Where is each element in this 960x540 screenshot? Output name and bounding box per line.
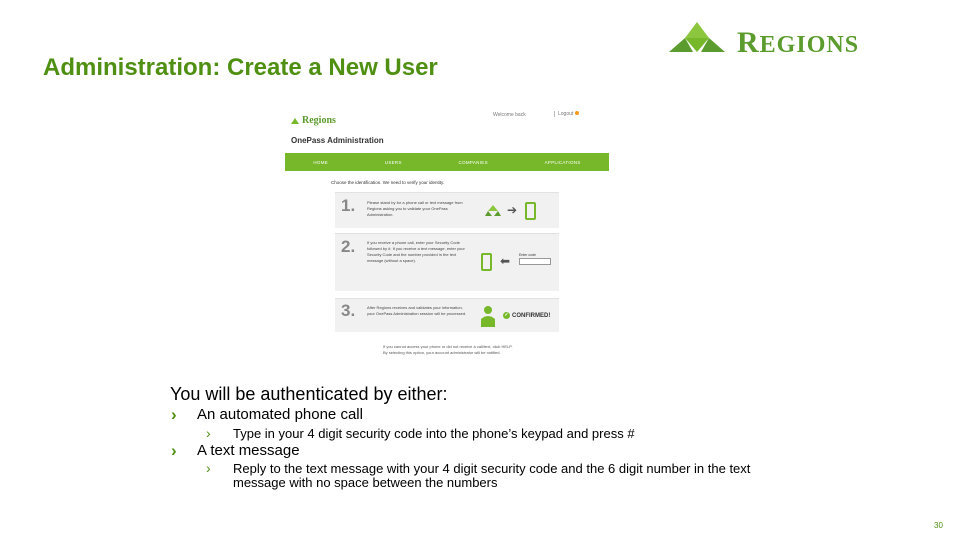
confirmed-text: CONFIRMED! bbox=[512, 312, 551, 319]
page-number: 30 bbox=[934, 521, 943, 530]
auth-heading: You will be authenticated by either: bbox=[170, 384, 448, 404]
screenshot-nav bbox=[285, 153, 609, 171]
security-code-input[interactable] bbox=[519, 253, 551, 265]
logout-icon bbox=[575, 111, 579, 115]
step-text: Please stand by for a phone call or text message from Regions asking you to validate your OnePass Administration. bbox=[367, 200, 463, 217]
step-text: If you receive a phone call, enter your Security Code followed by #. If you receive a text message, enter your Security Code and the number provided in the text message (without a space). bbox=[367, 240, 465, 263]
bullet-text: A text message bbox=[197, 442, 300, 459]
sub-bullet-text-line1: Reply to the text message with your 4 digit security code and the 6 digit number in the text bbox=[233, 461, 751, 476]
chevron-right-icon: › bbox=[171, 441, 177, 460]
bullet-text: An automated phone call bbox=[197, 406, 363, 423]
input-box[interactable] bbox=[519, 258, 551, 265]
screenshot-intro: Choose the identification. We need to verify your identity. bbox=[331, 180, 445, 185]
screenshot-footer-line2: By selecting this option, your account administrator will be notified. bbox=[383, 350, 501, 355]
chevron-right-icon: › bbox=[206, 425, 211, 441]
step-1-panel bbox=[335, 192, 559, 228]
bullet-phone-call bbox=[171, 405, 363, 424]
nav-companies[interactable]: COMPANIES bbox=[458, 159, 488, 165]
screenshot-brand-text: Regions bbox=[302, 115, 336, 126]
step-number: 1. bbox=[341, 196, 356, 215]
confirmed-badge bbox=[503, 312, 550, 319]
screenshot-heading: OnePass Administration bbox=[291, 136, 384, 145]
sub-bullet-text-line2: message with no space between the numbers bbox=[233, 475, 498, 490]
step-3-panel bbox=[335, 298, 559, 332]
sub-bullet-text-message bbox=[206, 460, 751, 490]
screenshot-brand bbox=[291, 115, 336, 126]
regions-logo-wordmark bbox=[737, 26, 859, 62]
nav-applications[interactable]: APPLICATIONS bbox=[544, 159, 581, 165]
chevron-right-icon: › bbox=[171, 405, 177, 424]
welcome-text: Welcome back bbox=[493, 112, 526, 118]
nav-users[interactable]: USERS bbox=[384, 159, 402, 165]
leaf-icon bbox=[291, 118, 299, 124]
chevron-right-icon: › bbox=[206, 460, 211, 476]
arrow-left-icon: ⬅ bbox=[500, 254, 511, 268]
step-number: 3. bbox=[341, 301, 356, 320]
bullet-text-message bbox=[171, 441, 300, 460]
phone-icon bbox=[481, 253, 492, 271]
step-2-panel bbox=[335, 233, 559, 291]
regions-leaf-logo-icon bbox=[665, 20, 729, 54]
step-number: 2. bbox=[341, 237, 356, 256]
input-label: Enter code bbox=[519, 253, 536, 257]
slide-title: Administration: Create a New User bbox=[43, 54, 438, 81]
logout-label: Logout bbox=[558, 111, 574, 117]
sub-bullet-text: Type in your 4 digit security code into the phone’s keypad and press # bbox=[233, 426, 635, 441]
user-icon bbox=[481, 305, 495, 327]
logo-rest-letters: EGIONS bbox=[759, 32, 860, 58]
check-icon: ✓ bbox=[504, 312, 509, 318]
logo-first-letter: R bbox=[737, 26, 760, 59]
arrow-right-icon: ➔ bbox=[507, 203, 518, 217]
regions-leaf-icon bbox=[485, 205, 501, 216]
onepass-screenshot bbox=[283, 104, 611, 360]
nav-home[interactable]: HOME bbox=[313, 159, 329, 165]
screenshot-footer-line1: If you cannot access your phone or did not receive a call/text, click HELP. bbox=[383, 344, 513, 349]
step-text: After Regions receives and validates your information, your OnePass Administration session will be processed. bbox=[367, 305, 467, 316]
logout-link[interactable] bbox=[554, 111, 579, 117]
phone-icon bbox=[525, 202, 536, 220]
sub-bullet-phone-call bbox=[206, 425, 635, 441]
